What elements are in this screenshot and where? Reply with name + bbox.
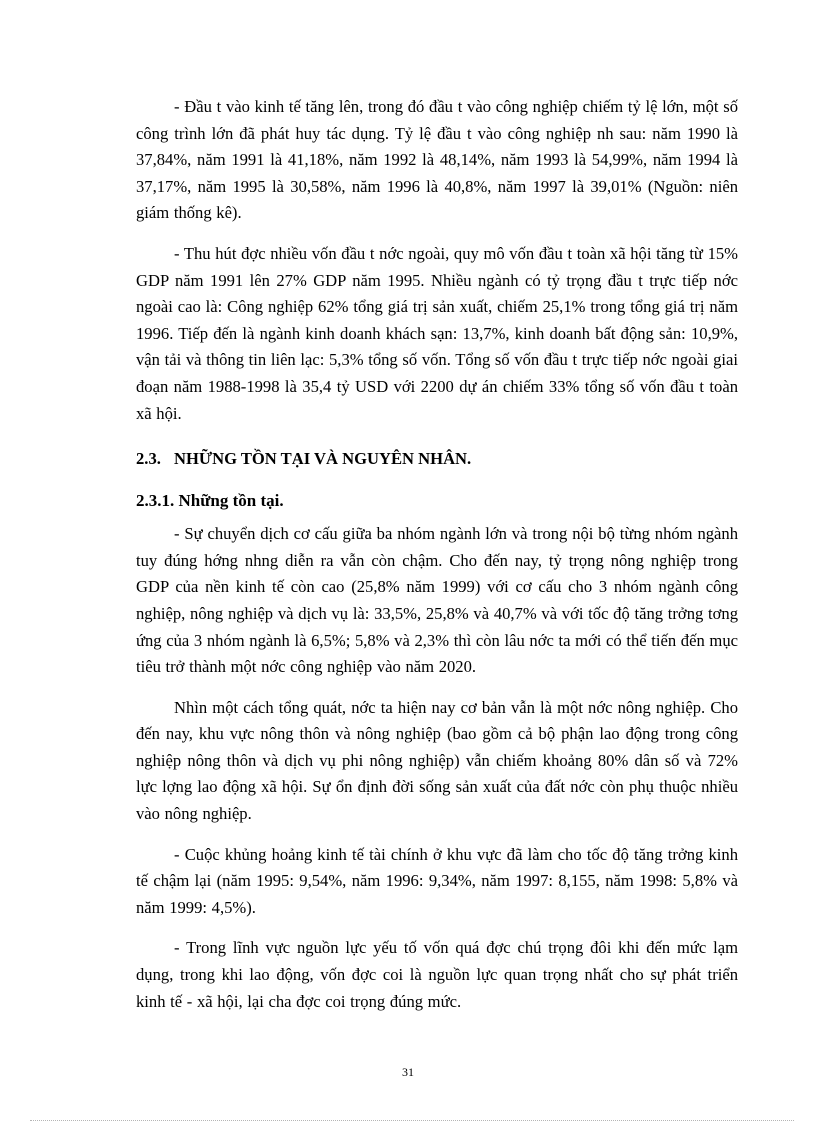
- section-heading: [136, 447, 738, 471]
- paragraph-structural-shift: - Sự chuyển dịch cơ cấu giữa ba nhóm ngành lớn và trong nội bộ từng nhóm ngành tuy đúng hớng nhng diễn ra vẫn còn chậm. Cho đến nay, tỷ trọng nông nghiệp trong GDP của nền kinh tế còn cao (25,8% năm 1999) với cơ cấu cho 3 nhóm ngành công nghiệp, nông nghiệp và dịch vụ là: 33,5%, 25,8% và 40,7% và với tốc độ tăng trởng tơng ứng của 3 nhóm ngành là 6,5%; 5,8% và 2,3% thì còn lâu nớc ta mới có thể tiến đến mục tiêu trở thành một nớc công nghiệp vào năm 2020.: [136, 524, 738, 677]
- subsection-heading: 2.3.1. Những tồn tại.: [136, 491, 284, 511]
- page-number: 31: [402, 1065, 414, 1079]
- paragraph-capital-focus: - Trong lĩnh vực nguồn lực yếu tố vốn quá đợc chú trọng đôi khi đến mức lạm dụng, trong khi lao động, vốn đợc coi là nguồn lực quan trọng nhất cho sự phát triển kinh tế - xã hội, lại cha đợc coi trọng đúng mức.: [136, 938, 738, 1011]
- paragraph-investment-industry: - Đầu t vào kinh tế tăng lên, trong đó đầu t vào công nghiệp chiếm tỷ lệ lớn, một số công trình lớn đã phát huy tác dụng. Tỷ lệ đầu t vào công nghiệp nh sau: năm 1990 là 37,84%, năm 1991 là 41,18%, năm 1992 là 48,14%, năm 1993 là 54,99%, năm 1994 là 37,17%, năm 1995 là 30,58%, năm 1996 là 40,8%, năm 1997 là 39,01% (Nguồn: niên giám thống kê).: [136, 97, 738, 223]
- section-number: 2.3.: [136, 449, 161, 469]
- page-bottom-border: [30, 1120, 794, 1121]
- paragraph-spacer: [136, 471, 738, 489]
- section-title: NHỮNG TỒN TẠI VÀ NGUYÊN NHÂN.: [174, 449, 472, 469]
- paragraph-agricultural-country: Nhìn một cách tổng quát, nớc ta hiện nay cơ bản vẫn là một nớc nông nghiệp. Cho đến nay, khu vực nông thôn và nông nghiệp (bao gồm cả bộ phận lao động trong công nghiệp nông thôn và dịch vụ phi nông nghiệp) vẫn chiếm khoảng 80% dân số và 72% lực lợng lao động xã hội. Sự ổn định đời sống sản xuất của đất nớc còn phụ thuộc nhiều vào nông nghiệp.: [136, 697, 738, 824]
- paragraph-financial-crisis: - Cuộc khủng hoảng kinh tế tài chính ở khu vực đã làm cho tốc độ tăng trởng kinh tế chậm lại (năm 1995: 9,54%, năm 1996: 9,34%, năm 1997: 8,155, năm 1998: 5,8% và năm 1999: 4,5%).: [136, 844, 738, 917]
- paragraph-spacer: [136, 227, 738, 241]
- document-page: [136, 94, 738, 1015]
- paragraph-foreign-investment: - Thu hút đợc nhiều vốn đầu t nớc ngoài, quy mô vốn đầu t toàn xã hội tăng từ 15% GDP năm 1991 lên 27% GDP năm 1995. Nhiều ngành có tỷ trọng đầu t trực tiếp nớc ngoài cao là: Công nghiệp 62% tổng giá trị sản xuất, chiếm 25,1% trong tổng giá trị năm 1996. Tiếp đến là ngành kinh doanh khách sạn: 13,7%, kinh doanh bất động sản: 10,9%, vận tải và thông tin liên lạc: 5,3% tổng số vốn. Tổng số vốn đầu t trực tiếp nớc ngoài giai đoạn năm 1988-1998 là 35,4 tỷ USD với 2200 dự án chiếm 33% tổng số vốn đầu t toàn xã hội.: [136, 243, 738, 423]
- paragraph-spacer: [136, 513, 738, 521]
- paragraph-spacer: [136, 828, 738, 842]
- paragraph-spacer: [136, 921, 738, 935]
- paragraph-spacer: [136, 681, 738, 695]
- paragraph-spacer: [136, 427, 738, 447]
